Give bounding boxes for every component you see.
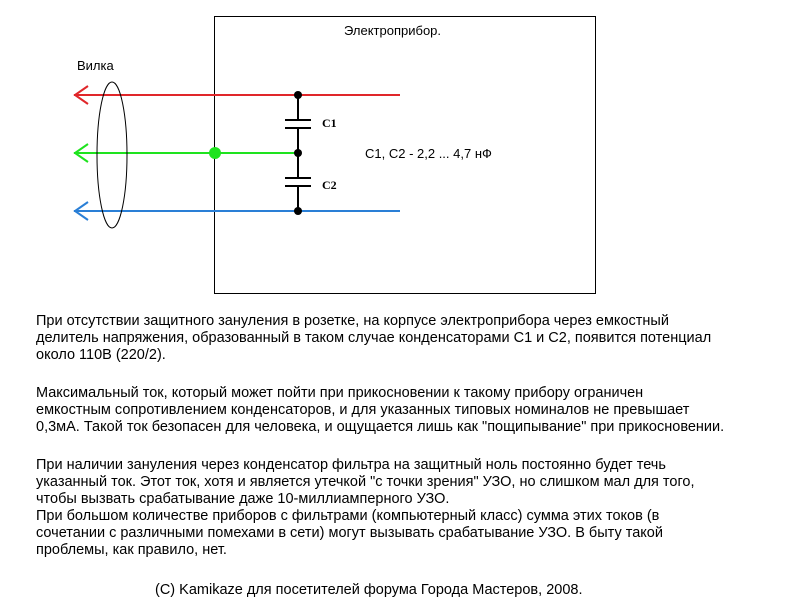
- paragraph-line: 0,3мА. Такой ток безопасен для человека, и ощущается лишь как "пощипывание" при прикосновении.: [36, 419, 725, 435]
- paragraph-line: делитель напряжения, образованный в таком случае конденсаторами C1 и C2, появится потенциал: [36, 330, 712, 346]
- copyright-footer: (C) Kamikaze для посетителей форума Города Мастеров, 2008.: [155, 582, 583, 598]
- paragraph-line: указанный ток. Этот ток, хотя и является утечкой "с точки зрения" УЗО, но слишком мал для того,: [36, 474, 695, 490]
- phase-junction-dot: [294, 91, 302, 99]
- mid-junction-dot: [294, 149, 302, 157]
- paragraph-line: проблемы, как правило, нет.: [36, 542, 227, 558]
- paragraph-line: При отсутствии защитного зануления в розетке, на корпусе электроприбора через емкостный: [36, 313, 669, 329]
- paragraph-line: чтобы вызвать срабатывание даже 10-миллиамперного УЗО.: [36, 491, 450, 507]
- paragraph-1: [36, 313, 786, 364]
- paragraph-line: сочетании с различными помехами в сети) могут вызывать срабатывание УЗО. В быту такой: [36, 525, 663, 541]
- paragraph-line: емкостным сопротивлением конденсаторов, и для указанных типовых номиналов не превышает: [36, 402, 690, 418]
- plug-ellipse: [97, 82, 127, 228]
- neutral-junction-dot: [294, 207, 302, 215]
- paragraph-2: [36, 385, 786, 436]
- ground-junction-dot: [209, 147, 221, 159]
- paragraph-line: Максимальный ток, который может пойти при прикосновении к такому прибору ограничен: [36, 385, 644, 401]
- paragraph-3: [36, 457, 786, 559]
- plug-label: Вилка: [77, 58, 114, 73]
- capacitor-value-note: C1, C2 - 2,2 ... 4,7 нФ: [365, 146, 492, 161]
- device-label: Электроприбор.: [344, 23, 442, 38]
- c1-label: C1: [322, 116, 337, 130]
- c2-label: C2: [322, 178, 337, 192]
- paragraph-line: около 110В (220/2).: [36, 347, 166, 363]
- paragraph-line: При большом количестве приборов с фильтрами (компьютерный класс) сумма этих токов (в: [36, 508, 660, 524]
- paragraph-line: При наличии зануления через конденсатор фильтра на защитный ноль постоянно будет течь: [36, 457, 666, 473]
